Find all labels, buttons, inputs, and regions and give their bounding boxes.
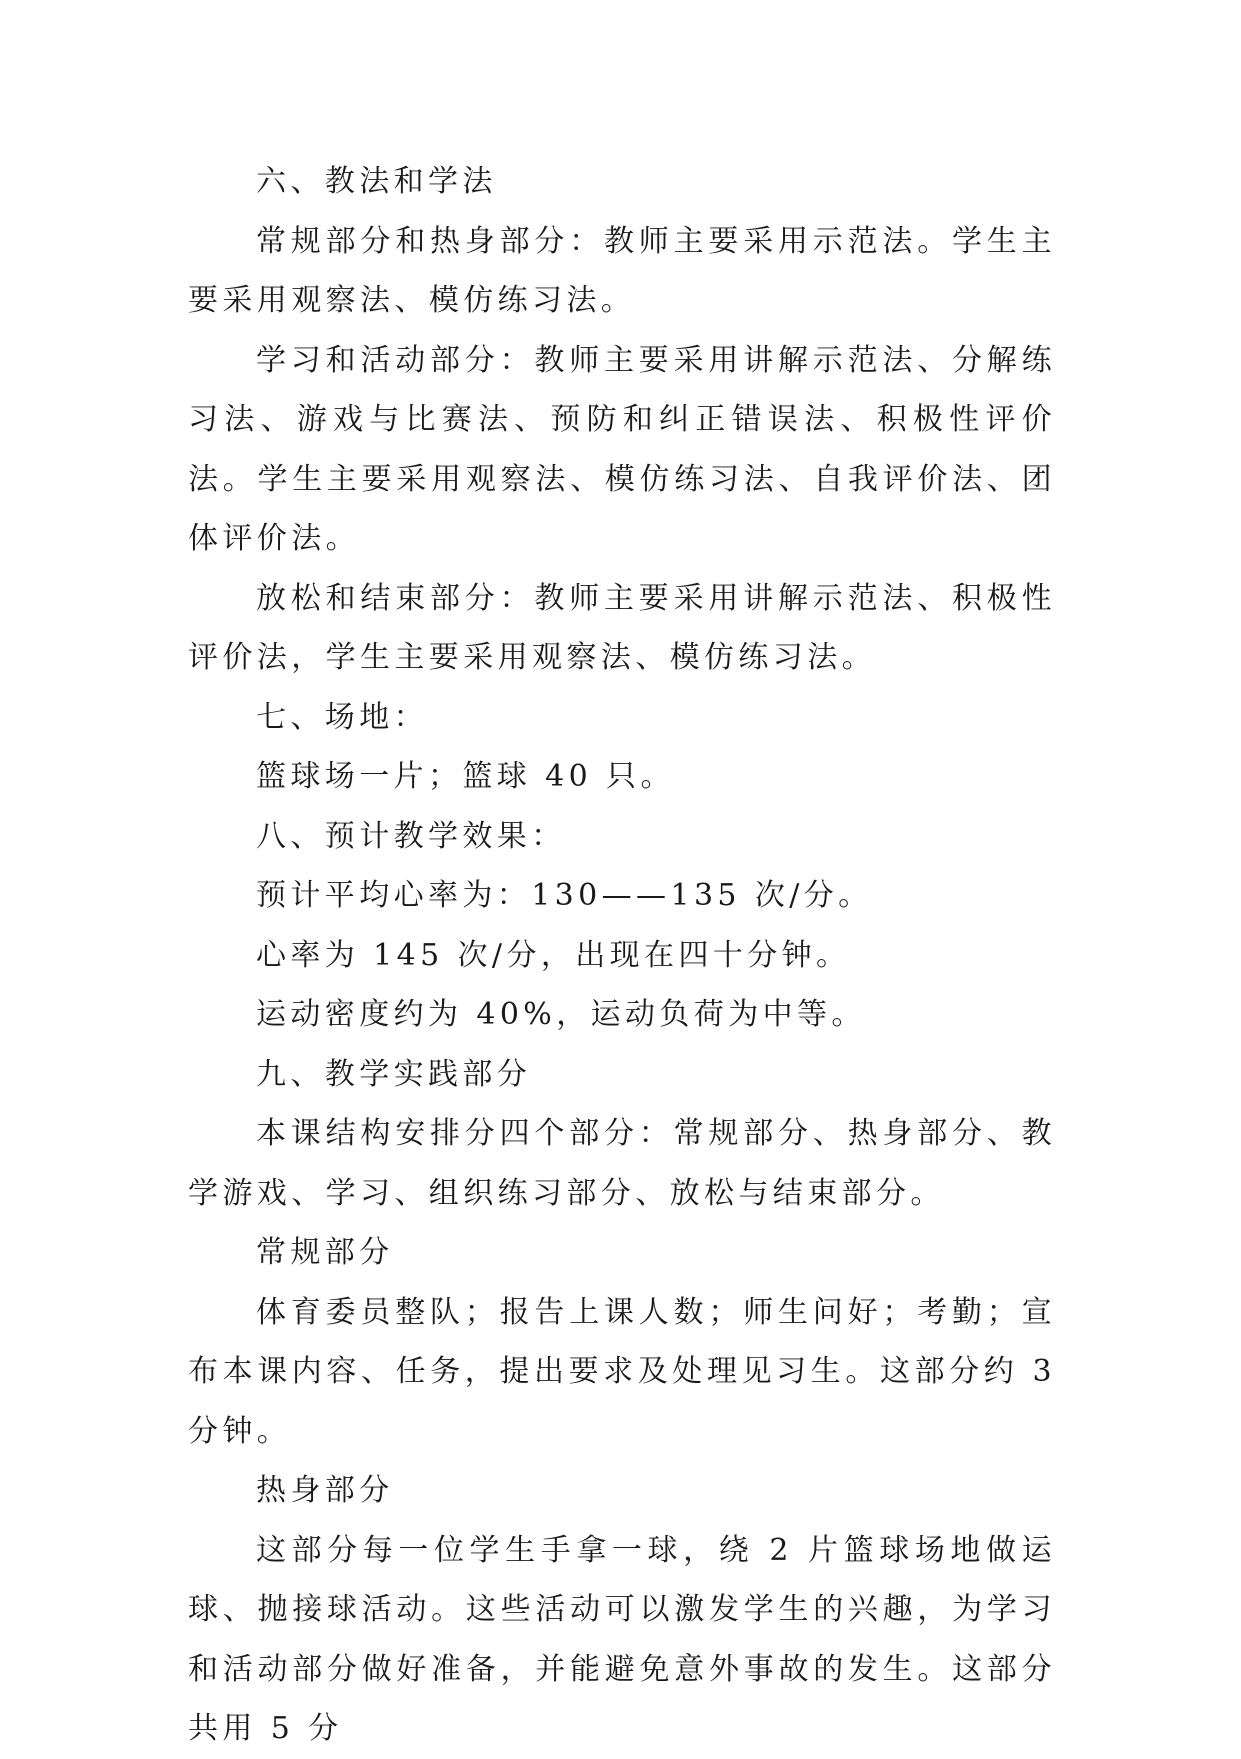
paragraph-warmup-part-details: 这部分每一位学生手拿一球，绕 2 片篮球场地做运球、抛接球活动。这些活动可以激发学生的兴趣，为学习和活动部分做好准备，并能避免意外事故的发生。这部分共用 5 分 [188,1532,1056,1746]
paragraph-lesson-structure: 本课结构安排分四个部分：常规部分、热身部分、教学游戏、学习、组织练习部分、放松与结束部分。 [188,1116,1056,1211]
paragraph-exercise-density: 运动密度约为 40%，运动负荷为中等。 [256,997,866,1032]
section-heading-venue: 七、场地： [256,699,428,735]
paragraph-relax-ending-methods: 放松和结束部分：教师主要采用讲解示范法、积极性评价法，学生主要采用观察法、模仿练习法。 [188,580,1056,675]
paragraph-average-heart-rate: 预计平均心率为：130——135 次/分。 [256,878,873,913]
paragraph-learning-activity-methods: 学习和活动部分：教师主要采用讲解示范法、分解练习法、游戏与比赛法、预防和纠正错误法、积极性评价法。学生主要采用观察法、模仿练习法、自我评价法、团体评价法。 [188,342,1056,556]
paragraph-routine-warmup-methods: 常规部分和热身部分：教师主要采用示范法。学生主要采用观察法、模仿练习法。 [188,223,1056,318]
subheading-routine-part: 常规部分 [256,1235,394,1270]
section-heading-expected-effect: 八、预计教学效果： [256,818,566,854]
document-body [188,152,1056,1759]
paragraph-routine-part-details: 体育委员整队；报告上课人数；师生问好；考勤；宣布本课内容、任务，提出要求及处理见习生。这部分约 3 分钟。 [188,1294,1056,1449]
section-heading-teaching-methods: 六、教法和学法 [256,164,497,199]
subheading-warmup-part: 热身部分 [256,1473,394,1508]
paragraph-venue-equipment: 篮球场一片；篮球 40 只。 [256,759,675,794]
paragraph-peak-heart-rate: 心率为 145 次/分，出现在四十分钟。 [256,937,851,973]
section-heading-teaching-practice: 九、教学实践部分 [256,1056,532,1092]
